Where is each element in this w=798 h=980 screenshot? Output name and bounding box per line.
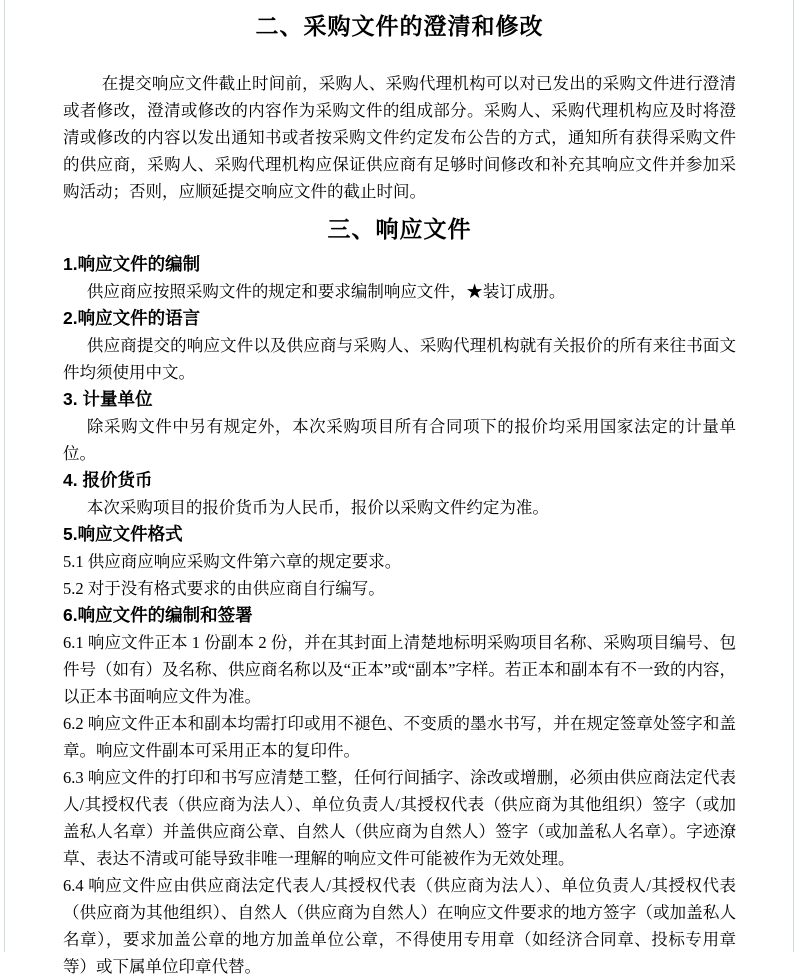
item-3-paragraph: 除采购文件中另有规定外，本次采购项目所有合同项下的报价均采用国家法定的计量单位。	[63, 417, 736, 463]
item-3-heading: 3. 计量单位	[63, 389, 153, 409]
page-border-left	[4, 0, 5, 952]
section-response-title: 三、响应文件	[327, 216, 472, 242]
item-5-heading: 5.响应文件格式	[63, 524, 183, 544]
clause-6-4: 6.4 响应文件应由供应商法定代表人/其授权代表（供应商为法人）、单位负责人/其授权代表（供应商为其他组织）、自然人（供应商为自然人）在响应文件要求的地方签字（或加盖私人名章），要求加盖公章的地方加盖单位公章，不得使用专用章（如经济合同章、投标专用章等）或下属单位印章代替。	[63, 876, 736, 976]
item-1-heading: 1.响应文件的编制	[63, 254, 201, 274]
clause-6-1: 6.1 响应文件正本 1 份副本 2 份，并在其封面上清楚地标明采购项目名称、采购项目编号、包件号（如有）及名称、供应商名称以及“正本”或“副本”字样。若正本和副本有不一致的内容，以正本书面响应文件为准。	[63, 633, 736, 706]
clause-5-2: 5.2 对于没有格式要求的由供应商自行编写。	[63, 579, 385, 598]
section-clarification-title: 二、采购文件的澄清和修改	[255, 13, 544, 39]
clause-6-2: 6.2 响应文件正本和副本均需打印或用不褪色、不变质的墨水书写，并在规定签章处签字和盖章。响应文件副本可采用正本的复印件。	[63, 714, 736, 760]
item-6-heading: 6.响应文件的编制和签署	[63, 605, 253, 625]
item-2-paragraph: 供应商提交的响应文件以及供应商与采购人、采购代理机构就有关报价的所有来往书面文件均须使用中文。	[63, 336, 736, 382]
section-clarification-paragraph: 在提交响应文件截止时间前，采购人、采购代理机构可以对已发出的采购文件进行澄清或者修改，澄清或修改的内容作为采购文件的组成部分。采购人、采购代理机构应及时将澄清或修改的内容以发出通知书或者按采购文件约定发布公告的方式，通知所有获得采购文件的供应商，采购人、采购代理机构应保证供应商有足够时间修改和补充其响应文件并参加采购活动；否则，应顺延提交响应文件的截止时间。	[63, 74, 736, 201]
item-4-heading: 4. 报价货币	[63, 470, 153, 490]
item-1-paragraph: 供应商应按照采购文件的规定和要求编制响应文件，★装订成册。	[86, 282, 566, 301]
item-4-paragraph: 本次采购项目的报价货币为人民币，报价以采购文件约定为准。	[86, 498, 549, 517]
page-border-right	[793, 0, 794, 952]
clause-5-1: 5.1 供应商应响应采购文件第六章的规定要求。	[63, 552, 402, 571]
item-2-heading: 2.响应文件的语言	[63, 308, 201, 328]
clause-6-3: 6.3 响应文件的打印和书写应清楚工整，任何行间插字、涂改或增删，必须由供应商法定代表人/其授权代表（供应商为法人）、单位负责人/其授权代表（供应商为其他组织）签字（或加盖私人名章）并盖供应商公章、自然人（供应商为自然人）签字（或加盖私人名章）。字迹潦草、表达不清或可能导致非唯一理解的响应文件可能被作为无效处理。	[63, 768, 736, 868]
